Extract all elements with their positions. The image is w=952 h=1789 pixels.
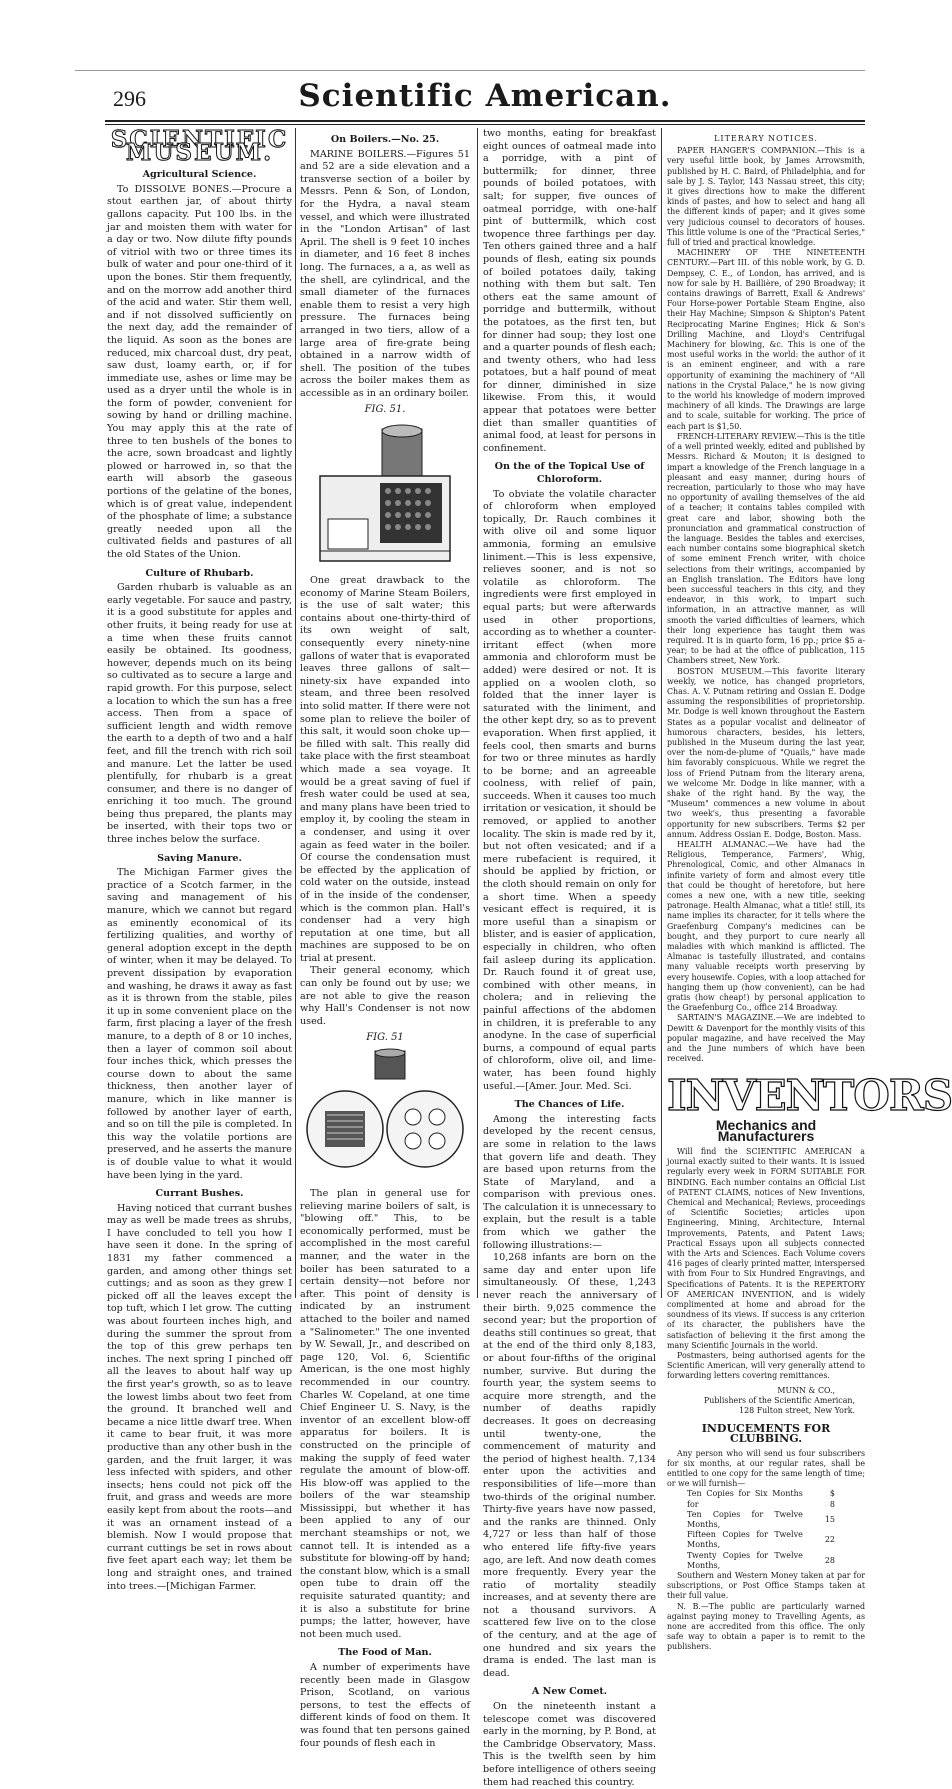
row-value: 22 xyxy=(824,1535,835,1545)
article-heading: Culture of Rhubarb. xyxy=(145,567,254,579)
notice-text: MACHINERY OF THE NINETEENTH CENTURY.—Part III. of this noble work, by G. D. Dempsey, C. E., of London, has arrived, and is now for sale by H. Baillière, of 290 Broadway; it contains drawings of Barrett, Exall & Andrews' Four Horse-power Portable Steam Engine, also their Hay Machine; Simpson & Shipton's Patent Reciprocating Marine Engines; Hick & Son's Drilling Machine, and Lloyd's Centrifugal Machinery for blowing, &c. This is one of the most useful works in the world: the author of it is an eminent engineer, and with a rare opportunity of examining the machinery of "All nations in the Crystal Palace," he is now giving to the world his knowledge of modern improved machinery of all kinds. The Drawings are large and to scale, suitable for working. The price of each part is $1,50. xyxy=(667,248,865,431)
article-text: Their general economy, which can only be found out by use; we are not able to give the reason why Hall's Condenser is not now used. xyxy=(300,965,470,1027)
notice-text: SARTAIN'S MAGAZINE.—We are indebted to Dewitt & Davenport for the monthly visits of this popular magazine, and have received the May and the June numbers of which have been received. xyxy=(667,1013,865,1064)
club-text: Any person who will send us four subscribers for six months, at our regular rates, shall be entitled to one copy for the same length of time; or we will furnish— xyxy=(667,1448,865,1489)
page-border xyxy=(75,70,865,71)
publisher-name: MUNN & CO., xyxy=(777,1385,835,1395)
column-divider xyxy=(295,128,296,1298)
publisher-line: Publishers of the Scientific American, xyxy=(703,1395,855,1405)
column-4 xyxy=(667,128,952,1653)
ad-text: Will find the SCIENTIFIC AMERICAN a journal exactly suited to their wants. It is issued regularly every week in FORM SUITABLE FOR BINDING. Each number contains an Official List of PATENT CLAIMS, notices of New Inventions, Chemical and Mechanical; Reviews, proceedings of Scientific Societies; articles upon Engineering, Mining, Architecture, Internal Improvements, Patents, and Patent Laws; Practical Essays upon all subjects connected with the Arts and Sciences. Each Volume covers 416 pages of clearly printed matter, interspersed with from Four to Six Hundred Engravings, and Specifications of Patents. It is the REPERTORY OF AMERICAN INVENTION, and is widely complimented at home and abroad for the soundness of its views. If success is any criterion of its character, the publishers have the satisfaction of believing it the first among the many Scientific Journals in the world. xyxy=(667,1146,865,1350)
figure-label: FIG. 51 xyxy=(366,1032,404,1044)
row-value: 15 xyxy=(824,1514,835,1524)
article-text: Having noticed that currant bushes may as well be made trees as shrubs, I have concluded to tell you how I have seen it done. In the spring of 1831 my father commenced a garden, and among other things set cuttings; and as soon as they grew I picked off all the leaves except the top tuft, which I let grow. The cutting was about fourteen inches high, and during the summer the sprout from the top of this grew perhaps ten inches. The next spring I pinched off all the leaves to about half way up the first year's growth, so as to leave the lowest limbs about two feet from the ground. It branched well and became a nice little dwarf tree. When it came to bear fruit, it was more productive than any other bush in the garden, and the fruit larger, it was less infected with spiders, and other insects; hens could not pick off the fruit, and grass and weeds are more easily kept from about the roots—and it was an ornament instead of a blemish. Now I would propose that currant cuttings be set in rows about five feet apart each way; let them be long and straight ones, and trained into trees.—[Michigan Farmer. xyxy=(107,1202,292,1592)
article-heading: On Boilers.—No. 25. xyxy=(330,134,440,145)
article-heading: Agricultural Science. xyxy=(142,169,257,181)
column-1 xyxy=(107,128,292,1593)
article-text: One great drawback to the economy of Marine Steam Boilers, is the use of salt water; this contains about one-thirty-third of its own weight of salt, consequently every ninety-nine gallons of water that is evaporated leaves three gallons of salt—ninety-six have expanded into steam, and three been resolved into solid matter. If there were not some plan to relieve the boiler of this salt, it would soon choke up—be filled with salt. This really did take place with the first steamboat which made a sea voyage. It would be a great saving of fuel if fresh water could be used at sea, and many plans have been tried to employ it, by cooling the steam in a condenser, and using it over again as feed water in the boiler. Of course the condensation must be effected by the application of cold water on the outside, instead of in the inside of the condenser, which is the common plan. Hall's condenser had a very high reputation at one time, but all machines are supposed to be on trial at present. xyxy=(300,575,470,964)
boiler-section-figure xyxy=(305,1049,465,1184)
article-heading: A New Comet. xyxy=(531,1686,608,1698)
row-value: $ 8 xyxy=(829,1489,835,1509)
column-3 xyxy=(483,128,656,1789)
table-row xyxy=(667,1510,865,1530)
article-text: On the nineteenth instant a telescope comet was discovered early in the morning, by P. Bond, at the Cambridge Observatory, Mass. This is the twelfth seen by him before intelligence of others seeing them had reached this country. xyxy=(483,1701,656,1788)
masthead-title: Scientific American. xyxy=(298,78,672,114)
article-text: The plan in general use for relieving marine boilers of salt, is "blowing off." This, to be economically performed, must be accomplished in the most careful manner, and the water in the boiler has been saturated to a certain density—not before nor after. This point of density is indicated by an instrument attached to the boiler and named a "Salinometer." The one invented by W. Sewall, Jr., and described on page 120, Vol. 6, Scientific American, is the one most highly recommended in our country. Charles W. Copeland, at one time Chief Engineer U. S. Navy, is the inventor of an excellent blow-off apparatus for boilers. It is constructed on the principle of making the supply of feed water regulate the amount of blow-off. His blow-off was applied to the boilers of the war steamship Mississippi, but whether it has been applied to any of our merchant steamships or not, we cannot tell. It is intended as a substitute for blowing-off by hand; the constant blow, which is a small open tube to drain off the requisite saturated quantity; and it is also a substitute for brine pumps; the latter, however, have not been much used. xyxy=(300,1188,470,1640)
club-text: Southern and Western Money taken at par for subscriptions, or Post Office Stamps taken at their full value. xyxy=(667,1571,865,1601)
newspaper-page xyxy=(95,78,952,1788)
notice-text: HEALTH ALMANAC.—We have had the Religious, Temperance, Farmers', Whig, Phrenological, Comic, and other Almanacs in infinite variety of form and almost every title that could be thought of heretofore, but here comes a new one, with a new title, seeking patronage. Health Almanac, what a title! still, its name implies its character, for it tells where the Graefenburg Company's medicines can be bought, and they purport to cure nearly all maladies with which mankind is afflicted. The Almanac is tastefully illustrated, and contains many valuable receipts worth preserving by every housewife. Copies, with a loop attached for hanging them up (how convenient), can be had gratis (how cheap!) by personal application to the Graefenburg Co., office 214 Broadway. xyxy=(667,840,865,1013)
boiler-elevation-figure xyxy=(310,421,460,571)
table-row xyxy=(667,1489,865,1509)
notice-text: PAPER HANGER'S COMPANION.—This is a very useful little book, by James Arrowsmith, published by H. C. Baird, of Philadelphia, and for sale by J. S. Taylor, 143 Nassau street, this city; it gives directions how to make the different kinds of pastes, and how to select and hang all the different kinds of paper; and it gives some very judicious counsel to decorators of houses. This little volume is one of the "Practical Series," full of tried and practical knowledge. xyxy=(667,146,865,248)
ad-text: Postmasters, being authorised agents for the Scientific American, will very generally attend to forwarding letters covering remittances. xyxy=(667,1350,865,1381)
table-row xyxy=(667,1530,865,1550)
header-rule-thin xyxy=(105,124,865,125)
article-heading: The Chances of Life. xyxy=(514,1099,625,1111)
publisher-address: 128 Fulton street, New York. xyxy=(739,1405,855,1415)
notices-heading: LITERARY NOTICES. xyxy=(714,134,818,143)
article-heading: Currant Bushes. xyxy=(155,1188,244,1200)
row-label: Ten Copies for Six Months for xyxy=(687,1489,803,1509)
article-heading: Saving Manure. xyxy=(157,852,242,864)
inventors-banner: INVENTORS xyxy=(667,1071,952,1121)
article-text: 10,268 infants are born on the same day and enter upon life simultaneously. Of these, 1,243 never reach the anniversary of their birth. 9,025 commence the second year; but the proportion of deaths still continues so great, that at the end of the third only 8,183, or about four-fifths of the original number, survive. But during the fourth year, the system seems to acquire more strength, and the number of deaths rapidly decreases. It goes on decreasing until twenty-one, the commencement of maturity and the period of highest health. 7,134 enter upon the activities and responsibilities of life—more than two-thirds of the original number. Thirty-five years have now passed, and the ranks are thinned. Only 4,727 or less than half of those who entered life fifty-five years ago, are left. And now death comes more frequently. Every year the ratio of mortality steadily increases, and at seventy there are not a thousand survivors. A scattered few live on to the close of the century, and at the age of one hundred and six years the drama is ended. The last man is dead. xyxy=(483,1252,656,1679)
table-row xyxy=(667,1551,865,1571)
row-label: Fifteen Copies for Twelve Months, xyxy=(687,1530,803,1550)
article-text: To obviate the volatile character of chloroform when employed topically, Dr. Rauch combines it with olive oil and some liquor ammonia, forming an emulsive liniment.—This is less expensive, relieves sooner, and is not so volatile as chloroform. The ingredients were first employed in equal parts; but were afterwards used in other proportions, according as to whether a counter-irritant effect (when more ammonia and chloroform must be added) were desired or not. It is applied on a woolen cloth, so folded that the inner layer is saturated with the liniment, and the other kept dry, so as to prevent evaporation. When first applied, it feels cool, then smarts and burns for two or three minutes as hardly to be borne; and an agreeable coolness, with relief of pain, succeeds. When it causes too much irritation or vesication, it should be removed, or applied to another locality. The skin is made red by it, but not often vesicated; and if a mere rubefacient is required, it should be applied by friction, or the cloth should remain on only for a short time. When a speedy vesicant effect is required, it is more useful than a sinapism or blister, and is easier of application, especially in children, who often fail asleep during its application. Dr. Rauch found it of great use, combined with other means, in cholera; and in relieving the painful affections of the abdomen in children, it is preferable to any anodyne. In the case of superficial burns, a compound of equal parts of chloroform, olive oil, and lime-water, has been found highly useful.—[Amer. Jour. Med. Sci. xyxy=(483,488,656,1092)
boiler-section-drawing xyxy=(305,1049,465,1184)
article-text: Among the interesting facts developed by the recent census, are some in relation to the laws that govern life and death. They are based upon returns from the State of Maryland, and a comparison with previous ones. The calculation it is unnecessary to explain, but the result is a table from which we gather the following illustrations:— xyxy=(483,1113,656,1251)
article-text: two months, eating for breakfast eight ounces of oatmeal made into a porridge, with a pint of buttermilk; for dinner, three pounds of boiled potatoes, with salt; for supper, five ounces of oatmeal porridge, with one-half pint of buttermilk, which cost twopence three farthings per day. Ten others gained three and a half pounds of flesh, eating six pounds of boiled potatoes daily, taking nothing with them but salt. Ten others eat the same amount of porridge and buttermilk, without the potatoes, as the first ten, but for dinner had soup; they lost one and a quarter pounds of flesh each; and twenty others, who had less potatoes, but a half pound of meat for dinner, diminished in size likewise. From this, it would appear that potatoes were better diet than smaller quantities of animal food, at least for persons in confinement. xyxy=(483,128,656,454)
row-label: Twenty Copies for Twelve Months, xyxy=(687,1550,803,1570)
column-divider xyxy=(661,128,662,1298)
column-2 xyxy=(300,128,470,1750)
notice-text: FRENCH-LITERARY REVIEW.—This is the title of a well printed weekly, edited and published by Messrs. Richard & Mouton; it is designed to impart a knowledge of the French language in a pleasant and easy manner, during hours of recreation, particularly to those who may have no opportunity of availing themselves of the aid of a teacher; it contains tables compiled with great care and labor, showing both the pronunciation and grammatical construction of the language. Besides the tables and exercises, each number contains some biographical sketch of some eminent French writer, with choice selections from their writings, accompanied by an English translation. The Editors have long been successful teachers in this city, and they endeavor, in this work, to impart such information, in an attractive manner, as will smooth the varied difficulties of learners, which their long experience has taught them was required. It is in quarto form, 16 pp.; price $5 a-year; to be had at the office of publication, 115 Chambers street, New York. xyxy=(667,431,865,666)
boiler-elevation-drawing xyxy=(310,421,460,571)
column-divider xyxy=(477,128,478,1298)
article-heading: On the of the Topical Use of Chloroform. xyxy=(494,461,645,486)
page-number: 296 xyxy=(113,86,146,111)
article-text: Garden rhubarb is valuable as an early vegetable. For sauce and pastry, it is a good substitute for apples and other fruits, it being ready for use at a time when these fruits cannot easily be obtained. Its goodness, however, depends much on its being so cultivated as to secure a large and rapid growth. For this purpose, select a location to which the sun has a free access. Then from a space of sufficient length and width remove the earth to a depth of two and a half feet, and fill the trench with rich soil and manure. Let the latter be used plentifully, for rhubarb is a great consumer, and there is no danger of enriching it too much. The ground being thus prepared, the plants may be inserted, with their tops two or three inches below the surface. xyxy=(107,582,292,846)
figure-label: FIG. 51. xyxy=(364,404,406,416)
section-title: SCIENTIFIC MUSEUM. xyxy=(110,126,289,166)
row-value: 28 xyxy=(824,1555,835,1565)
clubbing-heading: INDUCEMENTS FOR CLUBBING. xyxy=(701,1422,831,1446)
notice-text: BOSTON MUSEUM.—This favorite literary weekly, we notice, has changed proprietors, Chas. A. V. Putnam retiring and Ossian E. Dodge assuming the responsibilities of proprietorship. Mr. Dodge is well known throughout the Eastern States as a popular vocalist and delineator of humorous characters, besides, his letters, published in the Museum during the last year, over the nom-de-plume of "Quails," have made him favorably conspicuous. While we regret the loss of Friend Putnam from the literary arena, we welcome Mr. Dodge in like manner, with a shake of the right hand. By the way, the "Museum" commences a new volume in about two week's, thus presenting a favorable opportunity for new subscribers. Terms $2 per annum. Address Ossian E. Dodge, Boston. Mass. xyxy=(667,666,865,839)
article-heading: The Food of Man. xyxy=(338,1647,432,1659)
article-text: A number of experiments have recently been made in Glasgow Prison, Scotland, on various persons, to test the effects of different kinds of food on them. It was found that ten persons gained four pounds of flesh each in xyxy=(300,1662,470,1749)
article-text: MARINE BOILERS.—Figures 51 and 52 are a side elevation and a transverse section of a boiler by Messrs. Penn & Son, of London, for the Hydra, a naval steam vessel, and which were illustrated in the "London Artisan" of last April. The shell is 9 feet 10 inches in diameter, and 16 feet 8 inches long. The furnaces, a a, as well as the shell, are cylindrical, and the small diameter of the furnaces enable them to resist a very high pressure. The furnaces being arranged in two tiers, allow of a large area of fire-grate being obtained in a narrow width of shell. The position of the tubes across the boiler makes them as accessible as in an ordinary boiler. xyxy=(300,148,470,399)
row-label: Ten Copies for Twelve Months, xyxy=(687,1509,803,1529)
article-text: To DISSOLVE BONES.—Procure a stout earthen jar, of about thirty gallons capacity. Put 100 lbs. in the jar and moisten them with water for a day or two. Now dilute fifty pounds of vitriol with two or three times its bulk of water and pour one-third of it upon the bones. Stir them frequently, and on the morrow add another third of the acid and water. Stir them well, and if not dissolved sufficiently on the next day, add the remainder of the liquid. As soon as the bones are reduced, mix charcoal dust, dry peat, saw dust, loamy earth, or, if for immediate use, ashes or lime may be used as a dryer until the whole is in the form of powder, convenient for sowing by hand or drilling machine. You may apply this at the rate of three to ten bushels of the bones to the acre, sown broadcast and lightly plowed or harrowed in, so that the earth will absorb the gaseous portions of the gelatine of the bones, which is of great value, independent of the phosphate of lime; a substance greatly needed upon all the cultivated fields and pastures of all the old States of the Union. xyxy=(107,183,292,560)
article-text: The Michigan Farmer gives the practice of a Scotch farmer, in the saving and management of his manure, which we cannot but regard as eminently economical of its fertilizing qualities, and worthy of general adoption except in the depth of winter, when it may be delayed. To prevent dissipation by evaporation and washing, he draws it away as fast as it is thrown from the stable, piles it up in some convenient place on the farm, first placing a layer of the fresh manure, to a depth of 8 or 10 inches, then a layer of common soil about four inches thick, which presses the course down to about the same thickness, then another layer of manure, which in like manner is followed by another layer of earth, and so on till the pile is completed. In this way the volatile portions are preserved, and he asserts the manure is of double value to what it would have been lying in the yard. xyxy=(107,867,292,1181)
mechanics-subtitle: Mechanics and Manufacturers xyxy=(715,1117,817,1144)
price-table xyxy=(667,1489,865,1571)
page-header xyxy=(95,78,875,118)
header-rule xyxy=(105,120,865,122)
club-text: N. B.—The public are particularly warned against paying money to Travelling Agents, as none are accredited from this office. The only safe way to obtain a paper is to remit to the publishers. xyxy=(667,1601,865,1652)
